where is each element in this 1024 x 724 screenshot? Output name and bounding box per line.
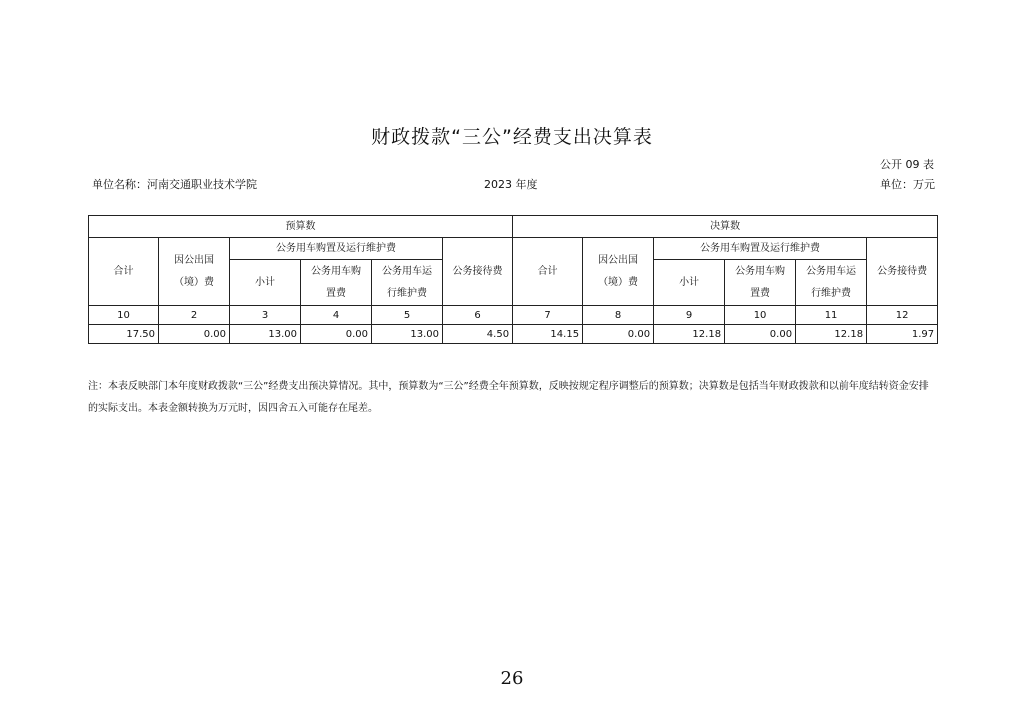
final-operation-line2: 行维护费 [811,287,852,299]
budget-vehicle-group-header: 公务用车购置及运行维护费 [230,238,443,260]
budget-abroad-header [159,238,230,306]
final-subtotal-header: 小计 [654,260,725,306]
budget-operation-line1: 公务用车运 [382,265,432,277]
col-number: 5 [372,306,443,325]
budget-purchase-line2: 置费 [326,287,346,299]
budget-reception-header: 公务接待费 [443,238,513,306]
budget-total-header: 合计 [89,238,159,306]
col-number: 4 [301,306,372,325]
final-reception-header: 公务接待费 [867,238,938,306]
final-total-header: 合计 [513,238,583,306]
final-abroad-line1: 因公出国 [598,254,639,266]
table-row [89,325,938,344]
final-header: 决算数 [513,216,938,238]
final-operation-header [796,260,867,306]
value-cell: 0.00 [725,325,796,344]
budget-header: 预算数 [89,216,513,238]
col-number: 9 [654,306,725,325]
final-abroad-header [583,238,654,306]
value-cell: 14.15 [513,325,583,344]
col-number: 3 [230,306,301,325]
unit-name: 单位名称：河南交通职业技术学院 [92,178,257,191]
value-cell: 0.00 [583,325,654,344]
budget-abroad-line2: （境）费 [174,276,214,288]
col-number: 10 [725,306,796,325]
col-number: 8 [583,306,654,325]
budget-operation-header [372,260,443,306]
page-title: 财政拨款“三公”经费支出决算表 [371,126,653,148]
expense-table [88,215,938,344]
final-purchase-header [725,260,796,306]
budget-purchase-line1: 公务用车购 [311,265,361,277]
budget-operation-line2: 行维护费 [387,287,427,299]
currency-unit: 单位：万元 [880,178,935,191]
final-purchase-line2: 置费 [750,287,771,299]
value-cell: 0.00 [159,325,230,344]
budget-purchase-header [301,260,372,306]
fiscal-year: 2023 年度 [484,178,538,191]
col-number: 10 [89,306,159,325]
final-vehicle-group-header: 公务用车购置及运行维护费 [654,238,867,260]
final-operation-line1: 公务用车运 [806,265,857,277]
value-cell: 17.50 [89,325,159,344]
value-cell: 4.50 [443,325,513,344]
value-cell: 12.18 [796,325,867,344]
final-purchase-line1: 公务用车购 [735,265,786,277]
value-cell: 0.00 [301,325,372,344]
col-number: 2 [159,306,230,325]
meta-row [92,176,935,192]
column-number-row [89,306,938,325]
col-number: 7 [513,306,583,325]
col-number: 11 [796,306,867,325]
budget-subtotal-header: 小计 [230,260,301,306]
col-number: 6 [443,306,513,325]
value-cell: 1.97 [867,325,938,344]
page-number: 26 [500,668,524,689]
value-cell: 13.00 [230,325,301,344]
value-cell: 12.18 [654,325,725,344]
col-number: 12 [867,306,938,325]
final-abroad-line2: （境）费 [598,276,639,288]
footnote: 注：本表反映部门本年度财政拨款“三公”经费支出预决算情况。其中，预算数为“三公”经费全年预算数，反映按规定程序调整后的预算数；决算数是包括当年财政拨款和以前年度结转资金安排的实际支出。本表金额转换为万元时，因四舍五入可能存在尾差。 [88,381,929,414]
form-code: 公开 09 表 [880,158,934,171]
value-cell: 13.00 [372,325,443,344]
budget-abroad-line1: 因公出国 [174,254,214,266]
